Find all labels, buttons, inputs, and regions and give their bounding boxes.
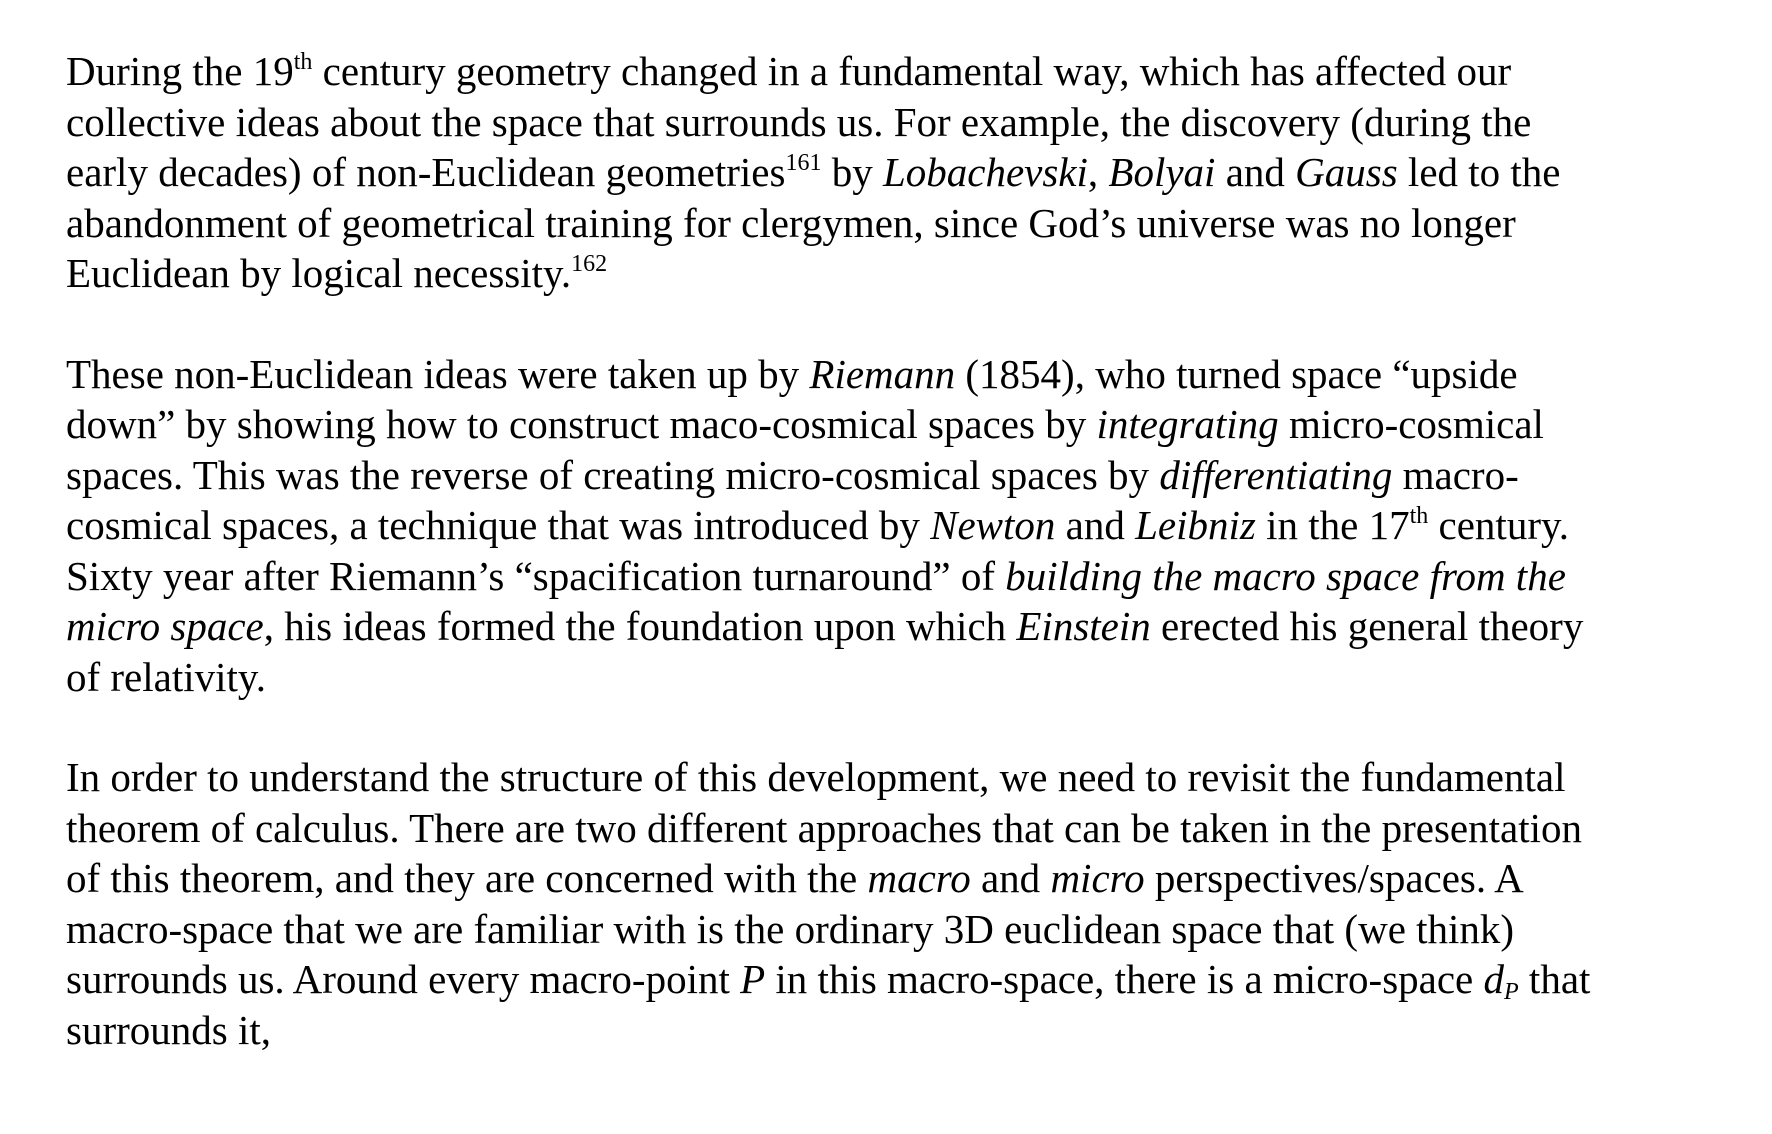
paragraph-1 bbox=[66, 46, 1746, 299]
text-run: in the 17 bbox=[1255, 502, 1410, 548]
text-run: led to the bbox=[1397, 149, 1561, 195]
text-run: Euclidean by logical necessity. bbox=[66, 250, 572, 296]
text-run: of this theorem, and they are concerned with the bbox=[66, 855, 868, 901]
text-line bbox=[66, 954, 1746, 1005]
superscript: 161 bbox=[785, 150, 822, 176]
italic-text: Einstein bbox=[1016, 603, 1151, 649]
text-run: These non-Euclidean ideas were taken up by bbox=[66, 350, 810, 397]
text-line bbox=[66, 248, 1746, 299]
text-line bbox=[66, 652, 1746, 703]
text-line bbox=[66, 46, 1746, 97]
text-run: collective ideas about the space that surrounds us. For example, the discovery (during the bbox=[66, 98, 1532, 145]
text-run: cosmical spaces, a technique that was introduced by bbox=[66, 502, 931, 548]
text-line bbox=[66, 853, 1746, 904]
text-run: macro-space that we are familiar with is the ordinary 3D euclidean space that (we think) bbox=[66, 905, 1515, 952]
text-run: down” by showing how to construct maco-cosmical spaces by bbox=[66, 401, 1097, 447]
paragraph-3 bbox=[66, 752, 1746, 1055]
italic-text: micro space bbox=[66, 603, 264, 649]
text-run: surrounds us. Around every macro-point bbox=[66, 956, 741, 1002]
text-run: During the 19 bbox=[66, 48, 294, 94]
superscript: 162 bbox=[571, 251, 608, 277]
italic-text: building the macro space from the bbox=[1005, 552, 1566, 599]
text-run: and bbox=[970, 855, 1051, 901]
text-line bbox=[66, 349, 1746, 400]
text-run: macro- bbox=[1392, 451, 1519, 498]
text-run: and bbox=[1215, 149, 1296, 195]
italic-text: Riemann bbox=[809, 350, 956, 397]
text-run: of relativity. bbox=[66, 653, 266, 700]
text-run: that bbox=[1518, 956, 1591, 1002]
text-line bbox=[66, 500, 1746, 551]
italic-text: differentiating bbox=[1159, 451, 1393, 498]
italic-text: Gauss bbox=[1295, 149, 1398, 195]
text-run: century. bbox=[1428, 502, 1570, 548]
italic-text: Newton bbox=[930, 502, 1056, 548]
text-run: Sixty year after Riemann’s “spacification turnaround” of bbox=[66, 552, 1006, 599]
text-line bbox=[66, 97, 1746, 148]
italic-text: integrating bbox=[1096, 401, 1279, 447]
text-run: , his ideas formed the foundation upon which bbox=[263, 603, 1017, 649]
text-line bbox=[66, 551, 1746, 602]
superscript: th bbox=[1409, 503, 1429, 529]
text-run: (1854), who turned space “upside bbox=[955, 350, 1518, 397]
text-run: perspectives/spaces. A bbox=[1144, 855, 1524, 901]
text-run: surrounds it, bbox=[66, 1006, 271, 1053]
text-line bbox=[66, 752, 1746, 803]
text-line bbox=[66, 198, 1746, 249]
italic-text: micro bbox=[1050, 855, 1145, 901]
text-run: spaces. This was the reverse of creating micro-cosmical spaces by bbox=[66, 451, 1160, 498]
text-run: In order to understand the structure of this development, we need to revisit the fundamental bbox=[66, 754, 1566, 800]
text-line bbox=[66, 147, 1746, 198]
italic-text: d bbox=[1483, 956, 1504, 1002]
text-run: micro-cosmical bbox=[1278, 401, 1544, 447]
text-run: abandonment of geometrical training for clergymen, since God’s universe was no longer bbox=[66, 199, 1516, 246]
italic-text: Leibniz bbox=[1135, 502, 1256, 548]
italic-text: P bbox=[740, 956, 766, 1002]
text-run: in this macro-space, there is a micro-space bbox=[765, 956, 1484, 1002]
italic-text: Bolyai bbox=[1108, 149, 1216, 195]
subscript: P bbox=[1504, 979, 1519, 1005]
text-line bbox=[66, 1005, 1746, 1056]
text-line bbox=[66, 803, 1746, 854]
paragraph-2 bbox=[66, 349, 1746, 703]
superscript: th bbox=[293, 49, 313, 75]
text-run: erected his general theory bbox=[1150, 603, 1584, 649]
document-body bbox=[66, 46, 1746, 1105]
text-line bbox=[66, 904, 1746, 955]
italic-text: Lobachevski bbox=[882, 149, 1088, 195]
text-run: and bbox=[1055, 502, 1136, 548]
italic-text: macro bbox=[867, 855, 971, 901]
text-run: theorem of calculus. There are two different approaches that can be taken in the presentation bbox=[66, 804, 1582, 851]
text-line bbox=[66, 450, 1746, 501]
text-run: early decades) of non-Euclidean geometries bbox=[66, 149, 786, 195]
text-run: , bbox=[1087, 149, 1109, 195]
text-run: by bbox=[821, 149, 883, 195]
text-run: century geometry changed in a fundamental way, which has affected our bbox=[312, 48, 1512, 94]
text-line bbox=[66, 399, 1746, 450]
text-line bbox=[66, 601, 1746, 652]
